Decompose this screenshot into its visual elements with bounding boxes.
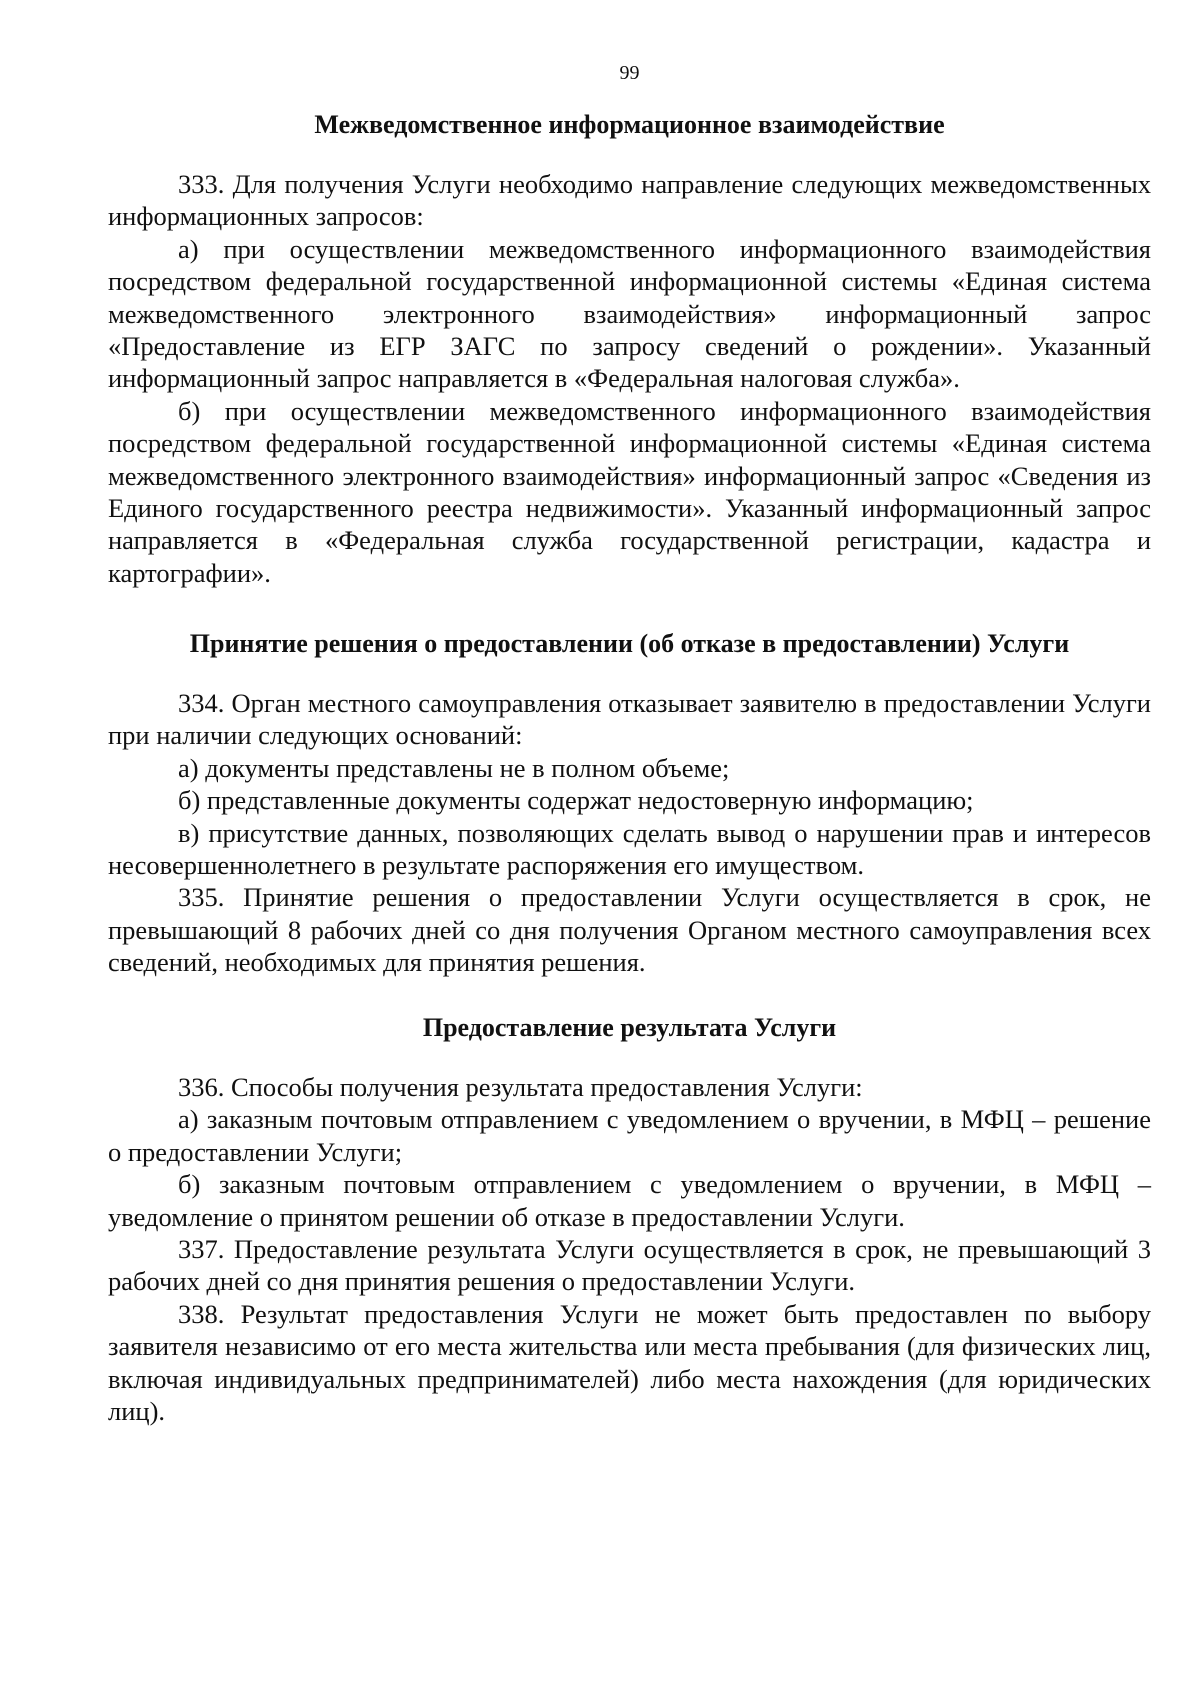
paragraph-336-b: б) заказным почтовым отправлением с уведомлением о вручении, в МФЦ – уведомление о принятом решении об отказе в предоставлении Услуги. xyxy=(108,1169,1151,1232)
paragraph-334-a: а) документы представлены не в полном объеме; xyxy=(178,752,730,783)
paragraph-335: 335. Принятие решения о предоставлении Услуги осуществляется в срок, не превышающий 8 рабочих дней со дня получения Органом местного самоуправления всех сведений, необходимых для принятия решения. xyxy=(108,882,1151,978)
section-heading-result: Предоставление результата Услуги xyxy=(422,1013,837,1042)
section-heading-interagency: Межведомственное информационное взаимодействие xyxy=(314,110,945,139)
paragraph-334: 334. Орган местного самоуправления отказывает заявителю в предоставлении Услуги при наличии следующих оснований: xyxy=(108,688,1151,751)
paragraph-333-b: б) при осуществлении межведомственного информационного взаимодействия посредством федеральной государственной информационной системы «Единая система межведомственного электронного взаимодействия» информационный запрос «Сведения из Единого государственного реестра недвижимости». Указанный информационный запрос направляется в «Федеральная служба государственной регистрации, кадастра и картографии». xyxy=(108,395,1151,588)
section-heading-decision: Принятие решения о предоставлении (об отказе в предоставлении) Услуги xyxy=(189,629,1070,658)
section-body-interagency xyxy=(108,168,1151,589)
paragraph-334-b: б) представленные документы содержат недостоверную информацию; xyxy=(178,785,974,816)
paragraph-336: 336. Способы получения результата предоставления Услуги: xyxy=(178,1072,863,1102)
section-body-result xyxy=(108,1071,1151,1427)
page-number: 99 xyxy=(619,62,640,84)
section-body-decision xyxy=(108,687,1151,979)
paragraph-333: 333. Для получения Услуги необходимо направление следующих межведомственных информационных запросов: xyxy=(108,169,1151,232)
paragraph-336-a: а) заказным почтовым отправлением с уведомлением о вручении, в МФЦ – решение о предоставлении Услуги; xyxy=(108,1104,1151,1167)
paragraph-333-a: а) при осуществлении межведомственного информационного взаимодействия посредством федеральной государственной информационной системы «Единая система межведомственного электронного взаимодействия» информационный запрос «Предоставление из ЕГР ЗАГС по запросу сведений о рождении». Указанный информационный запрос направляется в «Федеральная налоговая служба». xyxy=(108,233,1151,394)
paragraph-338: 338. Результат предоставления Услуги не может быть предоставлен по выбору заявителя независимо от его места жительства или места пребывания (для физических лиц, включая индивидуальных предпринимателей) либо места нахождения (для юридических лиц). xyxy=(108,1298,1151,1427)
paragraph-334-c: в) присутствие данных, позволяющих сделать вывод о нарушении прав и интересов несовершеннолетнего в результате распоряжения его имуществом. xyxy=(108,817,1151,881)
paragraph-337: 337. Предоставление результата Услуги осуществляется в срок, не превышающий 3 рабочих дней со дня принятия решения о предоставлении Услуги. xyxy=(108,1234,1151,1297)
